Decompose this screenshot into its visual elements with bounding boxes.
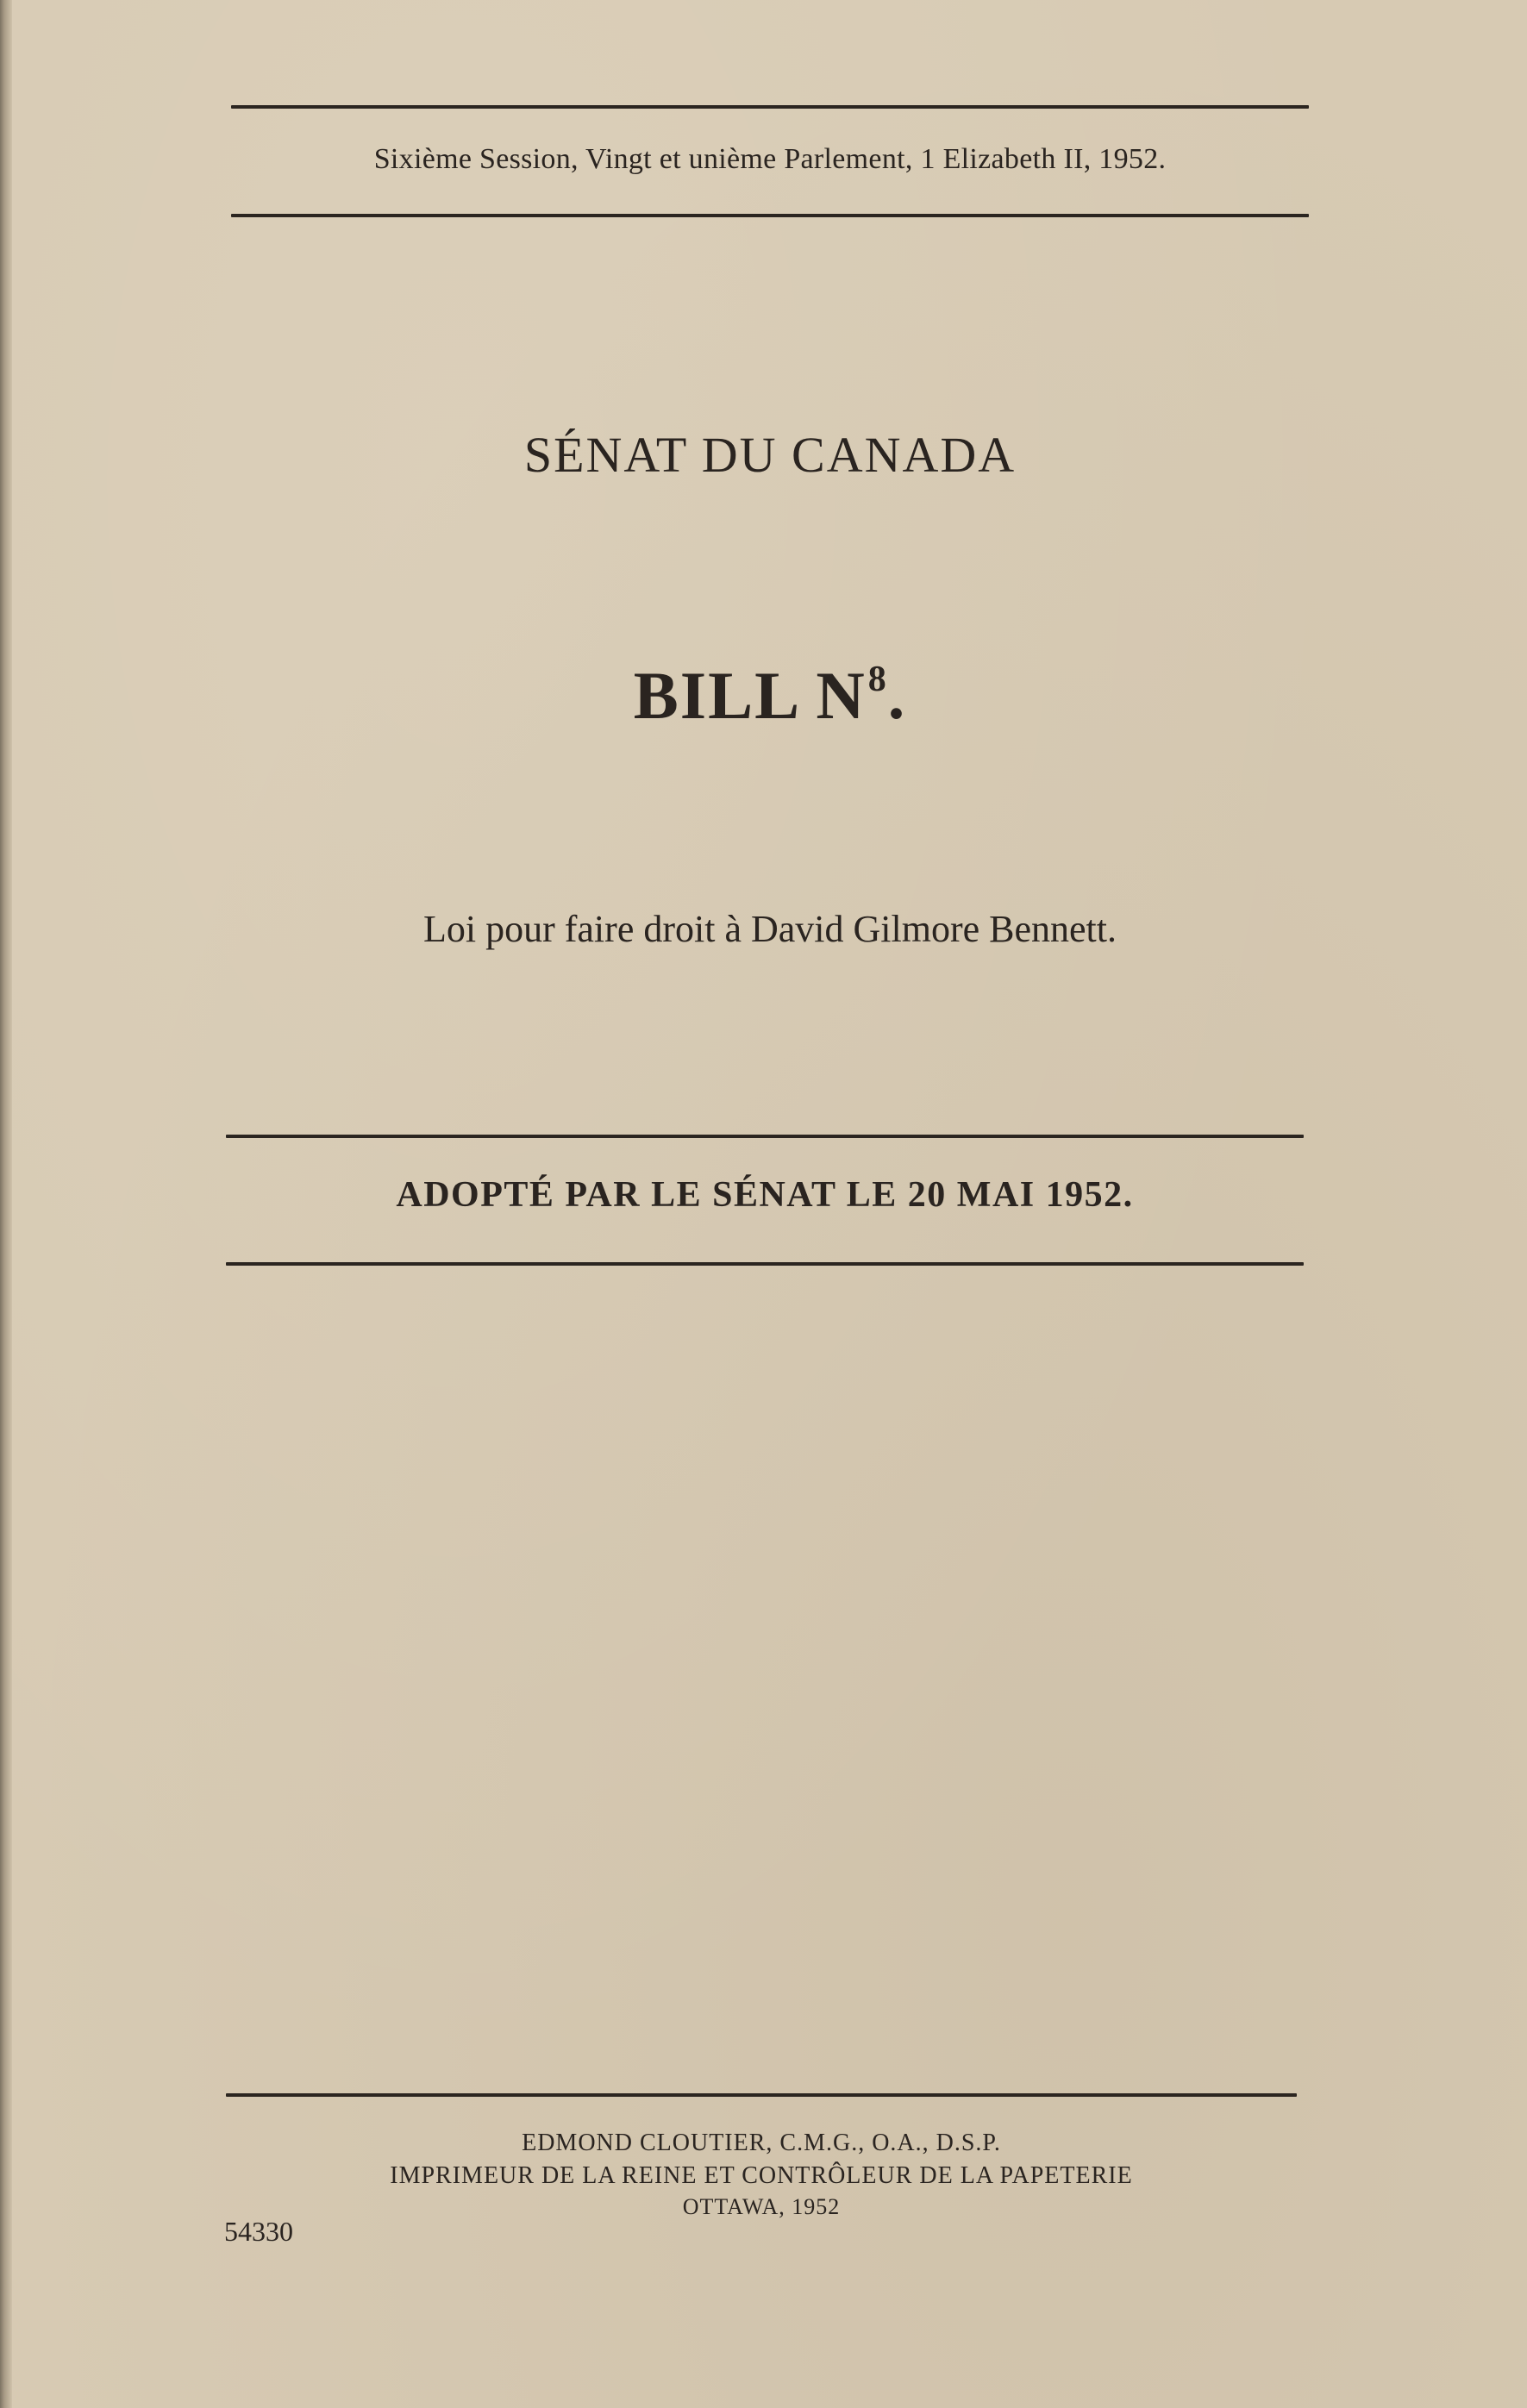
printer-title: IMPRIMEUR DE LA REINE ET CONTRÔLEUR DE LA PAPETERIE bbox=[390, 2162, 1133, 2189]
bill-heading bbox=[231, 657, 1309, 735]
bill-number: 8 bbox=[867, 660, 888, 699]
session-line: Sixième Session, Vingt et unième Parlement, 1 Elizabeth II, 1952. bbox=[373, 143, 1167, 175]
bill-short-title: Loi pour faire droit à David Gilmore Bennett. bbox=[423, 908, 1117, 950]
passed-bottom-rule bbox=[226, 1262, 1304, 1266]
printer-name: EDMOND CLOUTIER, C.M.G., O.A., D.S.P. bbox=[522, 2130, 1001, 2156]
header-bottom-rule bbox=[231, 214, 1309, 217]
document-number: 54330 bbox=[224, 2216, 293, 2247]
chamber-title: SÉNAT DU CANADA bbox=[523, 427, 1017, 483]
bill-prefix: BILL N bbox=[633, 658, 867, 733]
page-binding-edge bbox=[0, 0, 12, 2408]
bill-suffix: . bbox=[887, 658, 907, 733]
passed-notice: ADOPTÉ PAR LE SÉNAT LE 20 MAI 1952. bbox=[396, 1175, 1134, 1215]
footer-rule bbox=[226, 2093, 1297, 2097]
passed-top-rule bbox=[226, 1135, 1304, 1138]
printer-place-year: OTTAWA, 1952 bbox=[682, 2194, 841, 2219]
top-rule bbox=[231, 105, 1309, 109]
